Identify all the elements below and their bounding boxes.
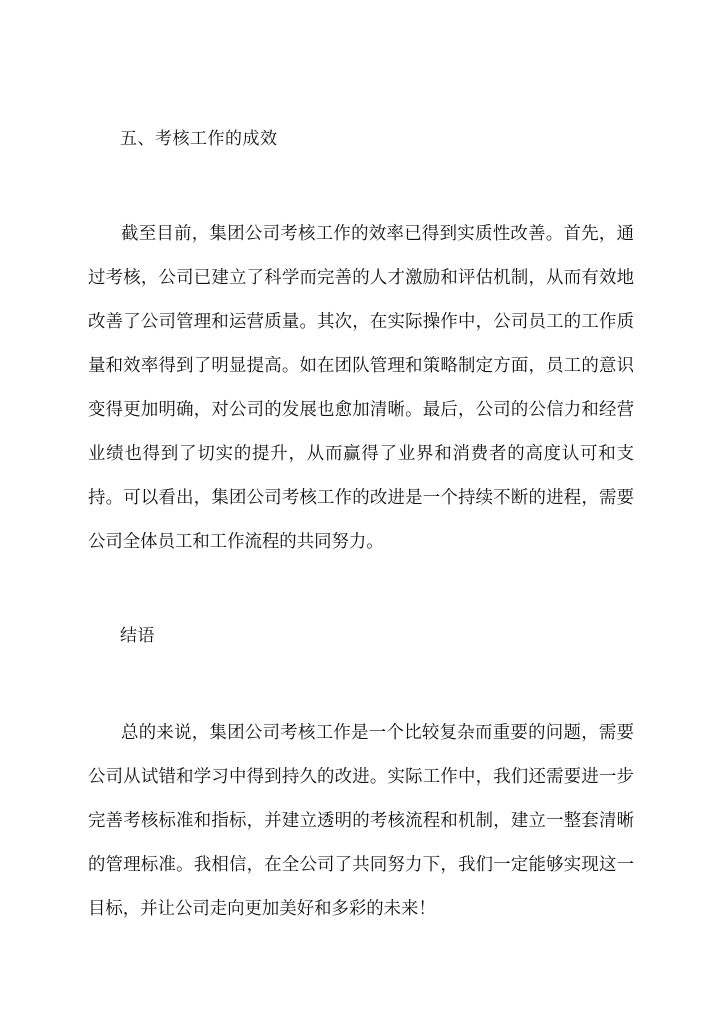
section-paragraph-conclusion: 总的来说，集团公司考核工作是一个比较复杂而重要的问题，需要公司从试错和学习中得到持久的改进。实际工作中，我们还需要进一步完善考核标准和指标，并建立透明的考核流程和机制，建立一整套清晰的管理标准。我相信，在全公司了共同努力下，我们一定能够实现这一目标，并让公司走向更加美好和多彩的未来！	[88, 723, 634, 919]
section-heading-conclusion: 结语	[120, 626, 155, 646]
section-heading-achievements: 五、考核工作的成效	[120, 129, 278, 149]
section-paragraph-achievements: 截至目前，集团公司考核工作的效率已得到实质性改善。首先，通过考核，公司已建立了科学而完善的人才激励和评估机制，从而有效地改善了公司管理和运营质量。其次，在实际操作中，公司员工的工作质量和效率得到了明显提高。如在团队管理和策略制定方面，员工的意识变得更加明确，对公司的发展也愈加清晰。最后，公司的公信力和经营业绩也得到了切实的提升，从而赢得了业界和消费者的高度认可和支持。可以看出，集团公司考核工作的改进是一个持续不断的进程，需要公司全体员工和工作流程的共同努力。	[88, 224, 634, 552]
